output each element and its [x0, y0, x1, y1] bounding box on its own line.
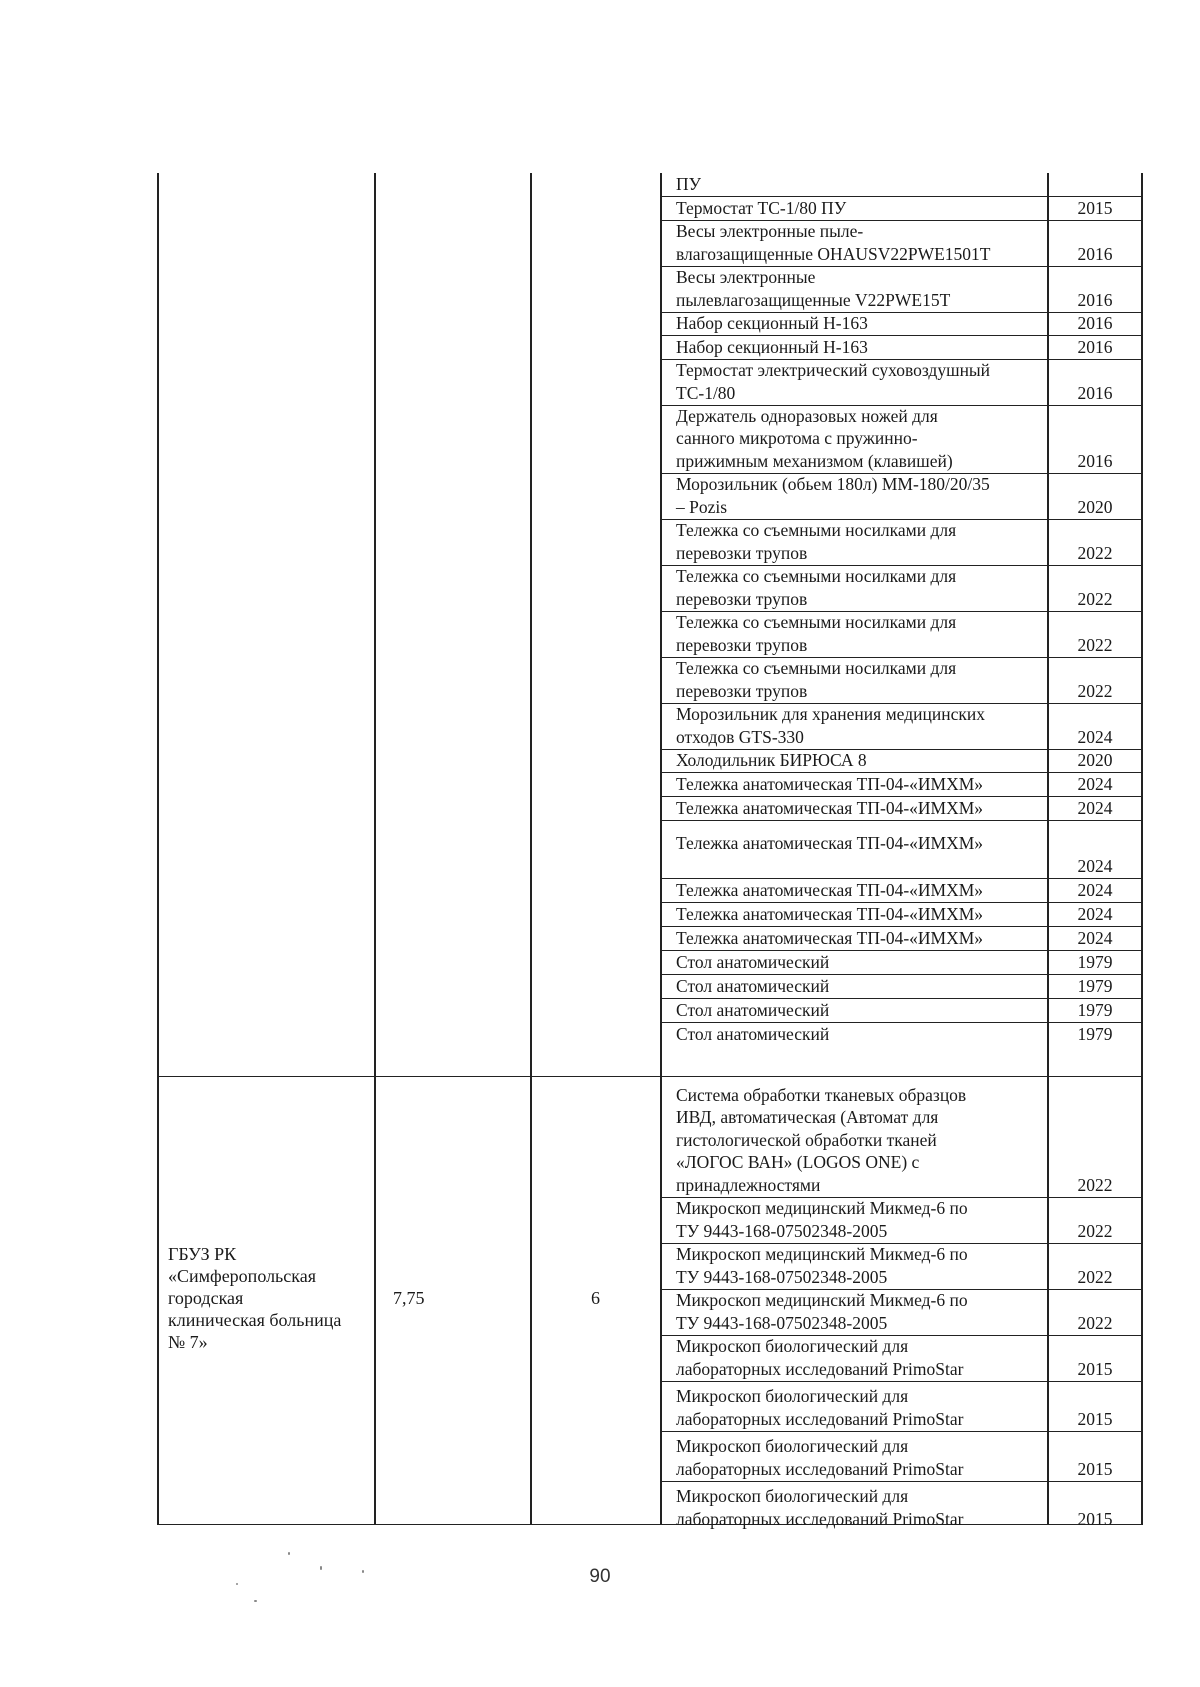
equipment-year: 2015 — [1077, 1508, 1113, 1529]
equipment-year: 2016 — [1077, 336, 1113, 357]
equipment-name: ПУ — [676, 173, 702, 194]
equipment-name: Стол анатомический — [676, 951, 830, 972]
equipment-name: Морозильник для хранения медицинских отходов GTS-330 — [676, 704, 985, 747]
table-row — [660, 473, 1142, 519]
equipment-year: 2016 — [1077, 243, 1113, 264]
equipment-name: Тележка анатомическая ТП-04-«ИМХМ» — [676, 903, 984, 924]
table-border-col2 — [374, 173, 376, 1525]
scan-speck — [320, 1566, 322, 1570]
equipment-name: Стол анатомический — [676, 1023, 830, 1044]
equipment-name: Тележка со съемными носилками для перевозки трупов — [676, 658, 957, 701]
equipment-year: 2024 — [1077, 855, 1113, 876]
scan-speck — [362, 1570, 364, 1573]
table-row — [660, 1077, 1142, 1197]
table-row — [660, 266, 1142, 312]
table-row — [660, 1381, 1142, 1431]
equipment-year: 2016 — [1077, 312, 1113, 333]
equipment-year: 2024 — [1077, 726, 1113, 747]
equipment-year: 2016 — [1077, 450, 1113, 471]
equipment-name: Держатель одноразовых ножей для санного микротома с пружинно- прижимным механизмом (клавишей) — [676, 405, 953, 471]
equipment-name: Холодильник БИРЮСА 8 — [676, 749, 867, 770]
table-row — [660, 196, 1142, 220]
table-border-left — [157, 173, 159, 1525]
equipment-name: Термостат ТС-1/80 ПУ — [676, 197, 847, 218]
table-row — [660, 1481, 1142, 1531]
equipment-year: 2022 — [1077, 588, 1113, 609]
equipment-name: Морозильник (обьем 180л) ММ-180/20/35 – Pozis — [676, 474, 990, 517]
table-row — [660, 1197, 1142, 1243]
equipment-name: Тележка анатомическая ТП-04-«ИМХМ» — [676, 797, 984, 818]
equipment-name: Система обработки тканевых образцов ИВД, автоматическая (Автомат для гистологической обработки тканей «ЛОГОС ВАН» (LOGOS ONE) с принадлежностями — [676, 1084, 967, 1195]
equipment-name: Стол анатомический — [676, 999, 830, 1020]
table-row — [660, 878, 1142, 902]
table-row — [660, 359, 1142, 405]
table-row — [660, 772, 1142, 796]
equipment-year: 2022 — [1077, 1174, 1113, 1195]
table-row — [660, 657, 1142, 703]
equipment-name: Тележка со съемными носилками для перевозки трупов — [676, 612, 957, 655]
table-row — [660, 1022, 1142, 1046]
equipment-year: 1979 — [1077, 975, 1113, 996]
table-row — [660, 950, 1142, 974]
equipment-name: Микроскоп биологический для лабораторных исследований PrimoStar — [676, 1486, 964, 1529]
equipment-year: 2015 — [1077, 197, 1113, 218]
equipment-name: Набор секционный Н-163 — [676, 336, 868, 357]
equipment-year: 2020 — [1077, 749, 1113, 770]
equipment-year: 2016 — [1077, 289, 1113, 310]
equipment-year — [1048, 173, 1142, 196]
equipment-name: Набор секционный Н-163 — [676, 312, 868, 333]
table-row — [660, 1431, 1142, 1481]
table-row — [660, 519, 1142, 565]
equipment-name: Микроскоп биологический для лабораторных исследований PrimoStar — [676, 1336, 964, 1379]
table-row — [660, 335, 1142, 359]
equipment-name: Тележка анатомическая ТП-04-«ИМХМ» — [676, 879, 984, 900]
equipment-name: Микроскоп биологический для лабораторных исследований PrimoStar — [676, 1386, 964, 1429]
equipment-name: Тележка анатомическая ТП-04-«ИМХМ» — [676, 833, 984, 853]
table-row — [660, 926, 1142, 950]
equipment-name: Микроскоп медицинский Микмед-6 по ТУ 9443-168-07502348-2005 — [676, 1198, 968, 1241]
equipment-name: Микроскоп медицинский Микмед-6 по ТУ 9443-168-07502348-2005 — [676, 1244, 968, 1287]
table-row — [660, 749, 1142, 772]
equipment-year: 2016 — [1077, 382, 1113, 403]
table-row — [660, 405, 1142, 473]
equipment-year: 2015 — [1077, 1408, 1113, 1429]
equipment-year: 2024 — [1077, 773, 1113, 794]
scan-speck — [254, 1600, 257, 1602]
equipment-year: 1979 — [1077, 951, 1113, 972]
equipment-year: 1979 — [1077, 999, 1113, 1020]
equipment-year: 2024 — [1077, 903, 1113, 924]
equipment-year: 2022 — [1077, 1266, 1113, 1287]
table-row — [660, 565, 1142, 611]
table-row — [660, 998, 1142, 1022]
table-row — [660, 974, 1142, 998]
equipment-name: Тележка анатомическая ТП-04-«ИМХМ» — [676, 927, 984, 948]
organization-name: ГБУЗ РК «Симферопольская городская клиническая больница № 7» — [168, 1244, 342, 1352]
table-row — [660, 1289, 1142, 1335]
table-row — [660, 1335, 1142, 1381]
equipment-year: 2022 — [1077, 1220, 1113, 1241]
table-row — [660, 703, 1142, 749]
equipment-year: 2020 — [1077, 496, 1113, 517]
equipment-year: 2015 — [1077, 1358, 1113, 1379]
table-row — [660, 312, 1142, 335]
table-row — [660, 1243, 1142, 1289]
staff-rate: 7,75 — [393, 1288, 425, 1308]
scan-speck — [288, 1552, 290, 1555]
equipment-year: 2022 — [1077, 634, 1113, 655]
table-row — [660, 902, 1142, 926]
table-row — [660, 611, 1142, 657]
equipment-year: 2015 — [1077, 1458, 1113, 1479]
equipment-name: Термостат электрический суховоздушный ТС-1/80 — [676, 360, 991, 403]
table-row — [660, 220, 1142, 266]
table-row — [660, 820, 1142, 878]
table-border-col3 — [530, 173, 532, 1525]
equipment-name: Микроскоп биологический для лабораторных исследований PrimoStar — [676, 1436, 964, 1479]
equipment-year: 2022 — [1077, 542, 1113, 563]
equipment-name: Тележка анатомическая ТП-04-«ИМХМ» — [676, 773, 984, 794]
equipment-name: Микроскоп медицинский Микмед-6 по ТУ 9443-168-07502348-2005 — [676, 1290, 968, 1333]
equipment-name: Весы электронные пылевлагозащищенные V22PWE15T — [676, 267, 951, 310]
equipment-name: Стол анатомический — [676, 975, 830, 996]
equipment-year: 2022 — [1077, 1312, 1113, 1333]
equipment-name: Тележка со съемными носилками для перевозки трупов — [676, 566, 957, 609]
equipment-year: 1979 — [1077, 1023, 1113, 1044]
equipment-year: 2022 — [1077, 680, 1113, 701]
equipment-name: Весы электронные пыле- влагозащищенные OHAUSV22PWE1501T — [676, 221, 991, 264]
staff-count: 6 — [591, 1288, 600, 1308]
scan-speck — [236, 1583, 238, 1585]
equipment-name: Тележка со съемными носилками для перевозки трупов — [676, 520, 957, 563]
equipment-year: 2024 — [1077, 879, 1113, 900]
page-number: 90 — [589, 1566, 611, 1587]
equipment-year: 2024 — [1077, 797, 1113, 818]
equipment-year: 2024 — [1077, 927, 1113, 948]
table-row — [660, 796, 1142, 820]
table-row — [660, 173, 1142, 196]
